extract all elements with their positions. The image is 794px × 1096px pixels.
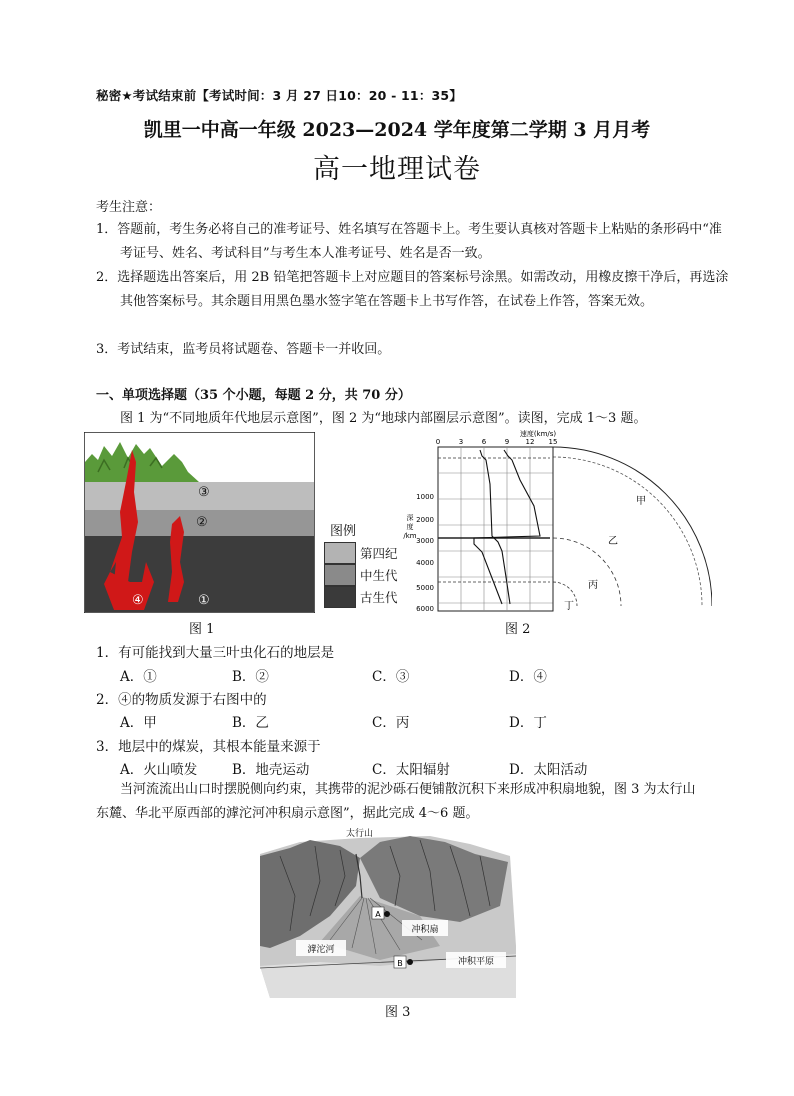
label-point-b: B — [397, 959, 403, 968]
legend-label: 中生代 — [360, 568, 398, 583]
legend-label: 第四纪 — [360, 546, 398, 561]
legend-swatch — [324, 542, 356, 564]
q3-option-d: D．太阳活动 — [509, 762, 588, 778]
strata-diagram — [84, 432, 315, 613]
q2-option-a: A．甲 — [120, 715, 157, 731]
mark-4: ④ — [132, 593, 144, 608]
mark-1: ① — [198, 593, 210, 608]
label-point-a: A — [375, 910, 381, 919]
y-tick: 2000 — [416, 516, 434, 524]
x-tick: 15 — [548, 438, 558, 446]
q1-option-c: C．③ — [372, 669, 410, 685]
y-tick: 5000 — [416, 584, 434, 592]
mark-3: ③ — [198, 485, 210, 500]
point-a-marker — [384, 911, 390, 917]
alluvial-fan-diagram — [260, 836, 516, 998]
question-3-stem: 3．地层中的煤炭，其根本能量来源于 — [96, 739, 321, 755]
y-axis-title: /km — [403, 532, 417, 540]
notice-item-2: 2．选择题选出答案后，用 2B 铅笔把答题卡上对应题目的答案标号涂黑。如需改动，用橡皮擦干净后，再选涂其他答案标号。其余题目用黑色墨水签字笔在答题卡上书写作答，在试卷上作答，答案无效。 — [96, 270, 729, 309]
label-hutuo-river: 滹沱河 — [307, 945, 335, 955]
zone-yi: 乙 — [608, 536, 618, 547]
y-axis-title: 度 — [406, 523, 414, 531]
x-tick: 9 — [504, 438, 510, 446]
point-b-marker — [407, 959, 413, 965]
q2-option-b: B．乙 — [232, 715, 269, 731]
legend-title: 图例 — [330, 524, 357, 539]
x-tick: 3 — [458, 438, 464, 446]
legend — [324, 542, 398, 608]
x-tick: 0 — [435, 438, 441, 446]
y-tick: 3000 — [416, 537, 434, 545]
q3-option-a: A．火山喷发 — [120, 762, 198, 778]
exam-title: 凯里一中高一年级 2023—2024 学年度第二学期 3 月月考 — [143, 119, 651, 141]
mark-2: ② — [196, 515, 208, 530]
figure-3-alluvial-fan — [260, 836, 516, 998]
question-2-stem: 2．④的物质发源于右图中的 — [96, 692, 267, 708]
legend-item-mesozoic — [324, 564, 398, 586]
zone-ding: 丁 — [564, 601, 574, 612]
figure-3-caption: 图 3 — [385, 1005, 411, 1020]
subject-title: 高一地理试卷 — [313, 154, 481, 185]
section-intro-2: 当河流流出山口时摆脱侧向约束，其携带的泥沙砾石便铺散沉积下来形成冲积扇地貌，图 3 为太行山东麓、华北平原西部的滹沱河冲积扇示意图”，据此完成 4～6 题。 — [96, 782, 696, 821]
notice-heading: 考生注意： — [96, 200, 162, 215]
y-tick: 6000 — [416, 605, 434, 613]
zone-jia: 甲 — [636, 496, 646, 507]
x-tick: 6 — [481, 438, 487, 446]
section-heading: 一、单项选择题（35 个小题，每题 2 分，共 70 分） — [96, 388, 411, 403]
legend-swatch — [324, 586, 356, 608]
x-axis-title: 速度(km/s) — [519, 430, 557, 438]
q3-option-c: C．太阳辐射 — [372, 762, 450, 778]
legend-label: 古生代 — [360, 590, 398, 605]
legend-swatch — [324, 564, 356, 586]
question-1-stem: 1．有可能找到大量三叶虫化石的地层是 — [96, 645, 335, 661]
figure-1-caption: 图 1 — [189, 622, 215, 637]
notice-item-1: 1．答题前，考生务必将自己的准考证号、姓名填写在答题卡上。考生要认真核对答题卡上粘贴的条形码中“准考证号、姓名、考试科目”与考生本人准考证号、姓名是否一致。 — [96, 222, 722, 261]
earth-interior-diagram — [400, 426, 712, 618]
q1-option-d: D．④ — [509, 669, 547, 685]
y-axis-title: 深 — [406, 514, 414, 522]
notice-item-3: 3．考试结束，监考员将试题卷、答题卡一并收回。 — [96, 342, 391, 357]
label-alluvial-plain: 冲积平原 — [457, 957, 495, 967]
figure-1-strata — [84, 432, 315, 613]
figure-2-earth-layers — [400, 426, 712, 618]
y-tick: 4000 — [416, 559, 434, 567]
label-alluvial-fan: 冲积扇 — [411, 925, 439, 935]
legend-item-paleozoic — [324, 586, 398, 608]
q1-option-b: B．② — [232, 669, 269, 685]
zone-bing: 丙 — [588, 580, 598, 591]
section-intro-1: 图 1 为“不同地质年代地层示意图”，图 2 为“地球内部圈层示意图”。读图，完成 1～3 题。 — [120, 411, 647, 426]
q1-option-a: A．① — [120, 669, 157, 685]
q2-option-c: C．丙 — [372, 715, 410, 731]
legend-item-quaternary — [324, 542, 398, 564]
q3-option-b: B．地壳运动 — [232, 762, 310, 778]
crust-outer-arc — [553, 447, 712, 606]
figure-2-caption: 图 2 — [505, 622, 531, 637]
confidential-line: 秘密★考试结束前【考试时间：3 月 27 日10：20 - 11：35】 — [96, 88, 463, 103]
x-tick: 12 — [525, 438, 535, 446]
y-tick: 1000 — [416, 493, 434, 501]
q2-option-d: D．丁 — [509, 715, 547, 731]
label-taihang-mountain: 太行山 — [346, 829, 374, 839]
